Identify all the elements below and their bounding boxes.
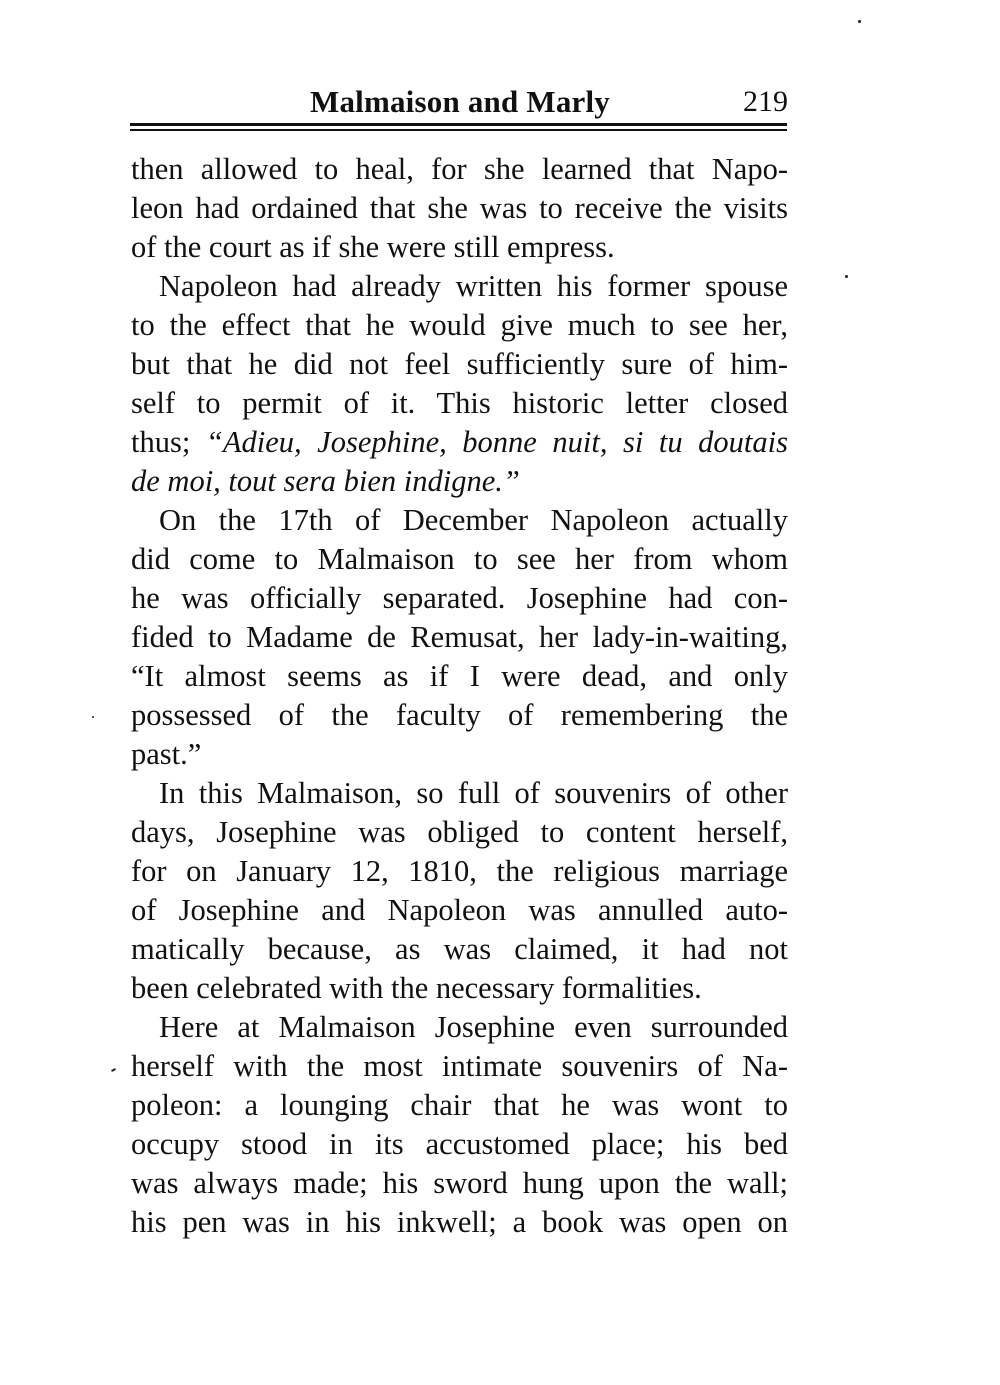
- text-line: herself with the most intimate souvenirs of Na-: [131, 1049, 788, 1083]
- paragraph-5: [131, 1008, 788, 1242]
- scan-speck: [845, 275, 848, 278]
- text-fragment: thus;: [131, 425, 206, 459]
- running-title: Malmaison and Marly: [309, 84, 611, 119]
- text-line: was always made; his sword hung upon the wall;: [131, 1166, 788, 1200]
- text-line: self to permit of it. This historic letter closed: [131, 386, 788, 420]
- body-text: [131, 150, 788, 1242]
- text-line: leon had ordained that she was to receive the visits: [131, 191, 788, 225]
- text-line: he was officially separated. Josephine had con-: [131, 581, 788, 615]
- scan-speck: [92, 716, 94, 718]
- italic-quote: de moi, tout sera bien indigne.”: [131, 464, 520, 498]
- paragraph-1: [131, 150, 788, 267]
- paragraph-4: [131, 774, 788, 1008]
- text-line: days, Josephine was obliged to content herself,: [131, 815, 788, 849]
- text-line: Here at Malmaison Josephine even surrounded: [159, 1010, 788, 1044]
- header-rule-thick: [130, 123, 787, 126]
- paragraph-3: [131, 501, 788, 774]
- text-line: possessed of the faculty of remembering the: [131, 698, 788, 732]
- header-rule: [130, 123, 787, 132]
- text-line: occupy stood in its accustomed place; his bed: [131, 1127, 788, 1161]
- text-line: his pen was in his inkwell; a book was open on: [131, 1205, 788, 1239]
- header-rule-thin: [130, 129, 787, 131]
- text-line: of the court as if she were still empress.: [131, 230, 615, 264]
- running-head: [130, 82, 790, 122]
- text-line: been celebrated with the necessary formalities.: [131, 971, 702, 1005]
- page-number: 219: [743, 85, 788, 118]
- text-line: did come to Malmaison to see her from whom: [131, 542, 788, 576]
- text-line: but that he did not feel sufficiently sure of him-: [131, 347, 788, 381]
- text-line: Napoleon had already written his former spouse: [159, 269, 788, 303]
- text-line: matically because, as was claimed, it had not: [131, 932, 788, 966]
- text-line: On the 17th of December Napoleon actually: [159, 503, 788, 537]
- italic-quote: “Adieu, Josephine, bonne nuit, si tu doutais: [205, 425, 788, 459]
- text-line: In this Malmaison, so full of souvenirs of other: [159, 776, 788, 810]
- text-line: for on January 12, 1810, the religious marriage: [131, 854, 788, 888]
- scan-speck: [111, 1068, 116, 1072]
- scan-speck: [858, 20, 861, 23]
- text-line: [131, 423, 788, 462]
- text-line: “It almost seems as if I were dead, and only: [131, 659, 788, 693]
- paragraph-2: [131, 267, 788, 501]
- text-line: poleon: a lounging chair that he was wont to: [131, 1088, 788, 1122]
- text-line: fided to Madame de Remusat, her lady-in-waiting,: [131, 620, 788, 654]
- text-line: to the effect that he would give much to see her,: [131, 308, 788, 342]
- text-line: of Josephine and Napoleon was annulled auto-: [131, 893, 788, 927]
- text-line: past.”: [131, 737, 202, 771]
- text-line: then allowed to heal, for she learned that Napo-: [131, 152, 788, 186]
